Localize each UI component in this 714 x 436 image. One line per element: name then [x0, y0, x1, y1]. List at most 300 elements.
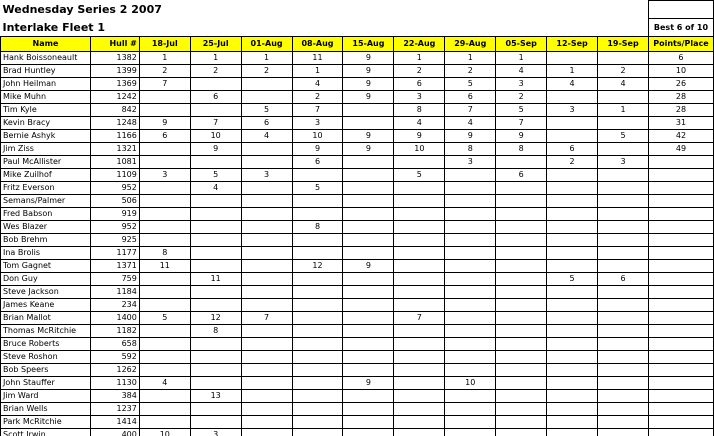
race-score-cell[interactable] — [241, 208, 292, 221]
race-score-cell[interactable] — [394, 299, 445, 312]
points-cell[interactable]: 6 — [648, 52, 713, 65]
race-score-cell[interactable] — [292, 403, 343, 416]
race-score-cell[interactable] — [394, 377, 445, 390]
race-score-cell[interactable]: 8 — [292, 221, 343, 234]
hull-number-cell[interactable]: 1369 — [90, 78, 139, 91]
race-score-cell[interactable]: 5 — [139, 312, 190, 325]
race-score-cell[interactable] — [445, 221, 496, 234]
race-score-cell[interactable] — [343, 390, 394, 403]
race-score-cell[interactable] — [496, 429, 547, 436]
race-score-cell[interactable] — [598, 416, 649, 429]
race-score-cell[interactable]: 10 — [292, 130, 343, 143]
race-score-cell[interactable] — [394, 156, 445, 169]
race-score-cell[interactable]: 5 — [496, 104, 547, 117]
race-score-cell[interactable]: 7 — [292, 104, 343, 117]
race-score-cell[interactable] — [241, 156, 292, 169]
race-score-cell[interactable] — [496, 364, 547, 377]
race-score-cell[interactable] — [547, 390, 598, 403]
race-score-cell[interactable] — [547, 351, 598, 364]
race-score-cell[interactable]: 3 — [496, 78, 547, 91]
race-score-cell[interactable]: 5 — [190, 169, 241, 182]
race-score-cell[interactable] — [292, 416, 343, 429]
race-score-cell[interactable]: 9 — [343, 130, 394, 143]
points-cell[interactable] — [648, 234, 713, 247]
race-score-cell[interactable] — [343, 286, 394, 299]
race-score-cell[interactable]: 9 — [445, 130, 496, 143]
race-score-cell[interactable]: 7 — [241, 312, 292, 325]
race-score-cell[interactable] — [241, 351, 292, 364]
race-score-cell[interactable] — [496, 390, 547, 403]
race-score-cell[interactable] — [343, 429, 394, 436]
race-score-cell[interactable] — [343, 338, 394, 351]
race-score-cell[interactable] — [547, 403, 598, 416]
race-score-cell[interactable]: 12 — [292, 260, 343, 273]
race-score-cell[interactable] — [496, 195, 547, 208]
race-score-cell[interactable]: 1 — [190, 52, 241, 65]
race-score-cell[interactable] — [496, 286, 547, 299]
race-score-cell[interactable] — [496, 403, 547, 416]
race-score-cell[interactable] — [445, 260, 496, 273]
race-score-cell[interactable]: 5 — [292, 182, 343, 195]
race-score-cell[interactable]: 7 — [139, 78, 190, 91]
race-score-cell[interactable] — [496, 234, 547, 247]
race-score-cell[interactable]: 2 — [139, 65, 190, 78]
sailor-name-cell[interactable]: John Stauffer — [1, 377, 91, 390]
sailor-name-cell[interactable]: Fred Babson — [1, 208, 91, 221]
race-score-cell[interactable] — [139, 325, 190, 338]
race-score-cell[interactable] — [598, 208, 649, 221]
race-score-cell[interactable]: 8 — [445, 143, 496, 156]
hull-number-cell[interactable]: 1177 — [90, 247, 139, 260]
race-score-cell[interactable] — [190, 234, 241, 247]
race-score-cell[interactable] — [394, 273, 445, 286]
race-score-cell[interactable]: 9 — [343, 65, 394, 78]
points-cell[interactable] — [648, 338, 713, 351]
sailor-name-cell[interactable]: Bob Speers — [1, 364, 91, 377]
race-score-cell[interactable]: 7 — [394, 312, 445, 325]
race-score-cell[interactable] — [445, 429, 496, 436]
race-score-cell[interactable]: 9 — [394, 130, 445, 143]
race-score-cell[interactable] — [241, 91, 292, 104]
race-score-cell[interactable] — [343, 273, 394, 286]
race-score-cell[interactable]: 9 — [496, 130, 547, 143]
race-score-cell[interactable]: 9 — [292, 143, 343, 156]
hull-number-cell[interactable]: 1262 — [90, 364, 139, 377]
race-score-cell[interactable]: 4 — [139, 377, 190, 390]
race-score-cell[interactable] — [343, 312, 394, 325]
race-score-cell[interactable]: 2 — [547, 156, 598, 169]
race-score-cell[interactable]: 2 — [241, 65, 292, 78]
race-score-cell[interactable] — [547, 299, 598, 312]
race-score-cell[interactable] — [139, 221, 190, 234]
sailor-name-cell[interactable]: Park McRitchie — [1, 416, 91, 429]
sailor-name-cell[interactable]: Mike Zuilhof — [1, 169, 91, 182]
points-cell[interactable] — [648, 286, 713, 299]
race-score-cell[interactable] — [496, 325, 547, 338]
race-score-cell[interactable] — [445, 390, 496, 403]
race-score-cell[interactable] — [292, 208, 343, 221]
sailor-name-cell[interactable]: Thomas McRitchie — [1, 325, 91, 338]
race-score-cell[interactable] — [445, 403, 496, 416]
race-score-cell[interactable] — [343, 117, 394, 130]
sailor-name-cell[interactable]: Brian Mallot — [1, 312, 91, 325]
race-score-cell[interactable] — [598, 429, 649, 436]
race-score-cell[interactable] — [547, 117, 598, 130]
race-score-cell[interactable] — [190, 195, 241, 208]
race-score-cell[interactable] — [292, 273, 343, 286]
race-score-cell[interactable] — [598, 325, 649, 338]
race-score-cell[interactable]: 9 — [343, 52, 394, 65]
race-score-cell[interactable] — [598, 351, 649, 364]
race-score-cell[interactable]: 5 — [547, 273, 598, 286]
race-score-cell[interactable]: 13 — [190, 390, 241, 403]
race-score-cell[interactable] — [241, 403, 292, 416]
race-score-cell[interactable]: 6 — [394, 78, 445, 91]
points-cell[interactable] — [648, 416, 713, 429]
race-score-cell[interactable] — [343, 104, 394, 117]
race-score-cell[interactable]: 2 — [190, 65, 241, 78]
race-score-cell[interactable] — [394, 364, 445, 377]
race-score-cell[interactable]: 1 — [139, 52, 190, 65]
race-score-cell[interactable]: 2 — [496, 91, 547, 104]
race-score-cell[interactable]: 9 — [343, 260, 394, 273]
race-score-cell[interactable]: 11 — [139, 260, 190, 273]
race-score-cell[interactable]: 12 — [190, 312, 241, 325]
race-score-cell[interactable] — [190, 286, 241, 299]
race-score-cell[interactable] — [445, 195, 496, 208]
race-score-cell[interactable] — [292, 312, 343, 325]
race-score-cell[interactable]: 3 — [598, 156, 649, 169]
hull-number-cell[interactable]: 925 — [90, 234, 139, 247]
race-score-cell[interactable] — [139, 299, 190, 312]
race-score-cell[interactable] — [241, 390, 292, 403]
race-score-cell[interactable]: 6 — [445, 91, 496, 104]
race-score-cell[interactable]: 6 — [292, 156, 343, 169]
race-score-cell[interactable] — [598, 169, 649, 182]
race-score-cell[interactable] — [292, 234, 343, 247]
race-score-cell[interactable] — [496, 351, 547, 364]
race-score-cell[interactable] — [241, 429, 292, 436]
race-score-cell[interactable]: 1 — [598, 104, 649, 117]
race-score-cell[interactable] — [139, 273, 190, 286]
race-score-cell[interactable] — [547, 364, 598, 377]
race-score-cell[interactable]: 8 — [139, 247, 190, 260]
hull-number-cell[interactable]: 1130 — [90, 377, 139, 390]
race-score-cell[interactable] — [547, 208, 598, 221]
race-score-cell[interactable]: 6 — [598, 273, 649, 286]
race-score-cell[interactable] — [190, 416, 241, 429]
race-score-cell[interactable] — [394, 195, 445, 208]
points-cell[interactable] — [648, 156, 713, 169]
hull-number-cell[interactable]: 1166 — [90, 130, 139, 143]
race-score-cell[interactable]: 6 — [547, 143, 598, 156]
race-score-cell[interactable] — [547, 195, 598, 208]
points-cell[interactable] — [648, 273, 713, 286]
hull-number-cell[interactable]: 1248 — [90, 117, 139, 130]
race-score-cell[interactable]: 10 — [190, 130, 241, 143]
points-cell[interactable] — [648, 195, 713, 208]
race-score-cell[interactable] — [343, 182, 394, 195]
hull-number-cell[interactable]: 1109 — [90, 169, 139, 182]
race-score-cell[interactable]: 1 — [445, 52, 496, 65]
sailor-name-cell[interactable]: Tom Gagnet — [1, 260, 91, 273]
race-score-cell[interactable]: 6 — [241, 117, 292, 130]
race-score-cell[interactable] — [445, 312, 496, 325]
race-score-cell[interactable] — [139, 286, 190, 299]
race-score-cell[interactable]: 8 — [190, 325, 241, 338]
race-score-cell[interactable] — [547, 325, 598, 338]
race-score-cell[interactable] — [598, 390, 649, 403]
race-score-cell[interactable] — [139, 195, 190, 208]
race-score-cell[interactable]: 11 — [190, 273, 241, 286]
race-score-cell[interactable] — [292, 247, 343, 260]
race-score-cell[interactable] — [445, 234, 496, 247]
race-score-cell[interactable]: 10 — [139, 429, 190, 436]
race-score-cell[interactable]: 1 — [394, 52, 445, 65]
race-score-cell[interactable] — [598, 377, 649, 390]
sailor-name-cell[interactable]: Brian Wells — [1, 403, 91, 416]
race-score-cell[interactable] — [394, 429, 445, 436]
sailor-name-cell[interactable]: Kevin Bracy — [1, 117, 91, 130]
race-score-cell[interactable] — [241, 364, 292, 377]
race-score-cell[interactable] — [139, 351, 190, 364]
race-score-cell[interactable]: 9 — [343, 143, 394, 156]
hull-number-cell[interactable]: 952 — [90, 182, 139, 195]
race-score-cell[interactable] — [241, 273, 292, 286]
race-score-cell[interactable] — [547, 429, 598, 436]
race-score-cell[interactable] — [241, 299, 292, 312]
points-cell[interactable]: 26 — [648, 78, 713, 91]
hull-number-cell[interactable]: 1242 — [90, 91, 139, 104]
points-cell[interactable] — [648, 169, 713, 182]
race-score-cell[interactable] — [547, 234, 598, 247]
race-score-cell[interactable] — [139, 208, 190, 221]
race-score-cell[interactable]: 5 — [241, 104, 292, 117]
race-score-cell[interactable]: 8 — [496, 143, 547, 156]
race-score-cell[interactable] — [343, 351, 394, 364]
race-score-cell[interactable] — [598, 234, 649, 247]
race-score-cell[interactable] — [598, 143, 649, 156]
sailor-name-cell[interactable]: James Keane — [1, 299, 91, 312]
race-score-cell[interactable]: 3 — [394, 91, 445, 104]
race-score-cell[interactable] — [547, 182, 598, 195]
race-score-cell[interactable] — [343, 325, 394, 338]
race-score-cell[interactable] — [598, 286, 649, 299]
race-score-cell[interactable] — [445, 273, 496, 286]
race-score-cell[interactable] — [547, 52, 598, 65]
race-score-cell[interactable] — [343, 208, 394, 221]
points-cell[interactable] — [648, 429, 713, 436]
race-score-cell[interactable]: 1 — [496, 52, 547, 65]
race-score-cell[interactable]: 1 — [292, 65, 343, 78]
race-score-cell[interactable] — [598, 182, 649, 195]
race-score-cell[interactable] — [241, 234, 292, 247]
race-score-cell[interactable] — [139, 390, 190, 403]
race-score-cell[interactable]: 4 — [496, 65, 547, 78]
race-score-cell[interactable]: 4 — [190, 182, 241, 195]
hull-number-cell[interactable]: 234 — [90, 299, 139, 312]
race-score-cell[interactable]: 6 — [496, 169, 547, 182]
race-score-cell[interactable] — [241, 286, 292, 299]
race-score-cell[interactable] — [241, 78, 292, 91]
race-score-cell[interactable] — [598, 338, 649, 351]
race-score-cell[interactable] — [343, 221, 394, 234]
race-score-cell[interactable] — [292, 169, 343, 182]
points-cell[interactable] — [648, 377, 713, 390]
race-score-cell[interactable] — [496, 156, 547, 169]
hull-number-cell[interactable]: 1081 — [90, 156, 139, 169]
race-score-cell[interactable]: 6 — [190, 91, 241, 104]
race-score-cell[interactable]: 4 — [394, 117, 445, 130]
sailor-name-cell[interactable]: Scott Irwin — [1, 429, 91, 436]
race-score-cell[interactable] — [292, 390, 343, 403]
hull-number-cell[interactable]: 1371 — [90, 260, 139, 273]
hull-number-cell[interactable]: 1400 — [90, 312, 139, 325]
race-score-cell[interactable] — [394, 338, 445, 351]
sailor-name-cell[interactable]: Ina Brolis — [1, 247, 91, 260]
race-score-cell[interactable] — [343, 195, 394, 208]
race-score-cell[interactable] — [496, 273, 547, 286]
sailor-name-cell[interactable]: Don Guy — [1, 273, 91, 286]
race-score-cell[interactable] — [292, 338, 343, 351]
race-score-cell[interactable]: 3 — [139, 169, 190, 182]
sailor-name-cell[interactable]: Mike Muhn — [1, 91, 91, 104]
race-score-cell[interactable] — [394, 182, 445, 195]
race-score-cell[interactable]: 10 — [445, 377, 496, 390]
race-score-cell[interactable]: 9 — [343, 377, 394, 390]
race-score-cell[interactable] — [445, 351, 496, 364]
race-score-cell[interactable] — [496, 299, 547, 312]
race-score-cell[interactable] — [496, 260, 547, 273]
race-score-cell[interactable] — [292, 351, 343, 364]
points-cell[interactable]: 49 — [648, 143, 713, 156]
race-score-cell[interactable] — [445, 247, 496, 260]
race-score-cell[interactable]: 9 — [343, 91, 394, 104]
sailor-name-cell[interactable]: Jim Ziss — [1, 143, 91, 156]
sailor-name-cell[interactable]: John Heilman — [1, 78, 91, 91]
race-score-cell[interactable] — [598, 117, 649, 130]
race-score-cell[interactable] — [190, 377, 241, 390]
race-score-cell[interactable] — [496, 182, 547, 195]
sailor-name-cell[interactable]: Brad Huntley — [1, 65, 91, 78]
race-score-cell[interactable] — [496, 416, 547, 429]
race-score-cell[interactable]: 7 — [445, 104, 496, 117]
hull-number-cell[interactable]: 759 — [90, 273, 139, 286]
points-cell[interactable]: 28 — [648, 91, 713, 104]
race-score-cell[interactable] — [496, 377, 547, 390]
race-score-cell[interactable] — [598, 91, 649, 104]
race-score-cell[interactable] — [139, 182, 190, 195]
race-score-cell[interactable]: 4 — [241, 130, 292, 143]
race-score-cell[interactable] — [343, 234, 394, 247]
race-score-cell[interactable] — [241, 221, 292, 234]
race-score-cell[interactable]: 7 — [190, 117, 241, 130]
points-cell[interactable]: 42 — [648, 130, 713, 143]
points-cell[interactable] — [648, 351, 713, 364]
race-score-cell[interactable] — [496, 338, 547, 351]
race-score-cell[interactable] — [394, 325, 445, 338]
race-score-cell[interactable] — [190, 351, 241, 364]
race-score-cell[interactable] — [394, 260, 445, 273]
race-score-cell[interactable]: 4 — [292, 78, 343, 91]
race-score-cell[interactable] — [445, 416, 496, 429]
race-score-cell[interactable] — [292, 195, 343, 208]
hull-number-cell[interactable]: 1182 — [90, 325, 139, 338]
race-score-cell[interactable] — [292, 429, 343, 436]
points-cell[interactable] — [648, 299, 713, 312]
race-score-cell[interactable] — [241, 325, 292, 338]
race-score-cell[interactable] — [139, 143, 190, 156]
race-score-cell[interactable] — [241, 195, 292, 208]
sailor-name-cell[interactable]: Tim Kyle — [1, 104, 91, 117]
race-score-cell[interactable] — [598, 195, 649, 208]
race-score-cell[interactable]: 1 — [241, 52, 292, 65]
race-score-cell[interactable] — [241, 143, 292, 156]
points-cell[interactable] — [648, 182, 713, 195]
race-score-cell[interactable] — [598, 52, 649, 65]
race-score-cell[interactable] — [292, 299, 343, 312]
race-score-cell[interactable]: 3 — [241, 169, 292, 182]
race-score-cell[interactable] — [190, 403, 241, 416]
race-score-cell[interactable] — [598, 260, 649, 273]
race-score-cell[interactable] — [241, 247, 292, 260]
race-score-cell[interactable] — [598, 312, 649, 325]
race-score-cell[interactable] — [241, 416, 292, 429]
race-score-cell[interactable] — [190, 260, 241, 273]
sailor-name-cell[interactable]: Bruce Roberts — [1, 338, 91, 351]
race-score-cell[interactable] — [547, 377, 598, 390]
race-score-cell[interactable] — [139, 104, 190, 117]
race-score-cell[interactable]: 2 — [292, 91, 343, 104]
race-score-cell[interactable]: 9 — [139, 117, 190, 130]
hull-number-cell[interactable]: 1237 — [90, 403, 139, 416]
race-score-cell[interactable] — [292, 325, 343, 338]
race-score-cell[interactable]: 2 — [445, 65, 496, 78]
race-score-cell[interactable] — [139, 156, 190, 169]
race-score-cell[interactable]: 4 — [547, 78, 598, 91]
race-score-cell[interactable] — [292, 286, 343, 299]
race-score-cell[interactable] — [190, 338, 241, 351]
race-score-cell[interactable] — [139, 416, 190, 429]
race-score-cell[interactable] — [547, 169, 598, 182]
race-score-cell[interactable]: 5 — [598, 130, 649, 143]
race-score-cell[interactable] — [547, 260, 598, 273]
race-score-cell[interactable] — [343, 403, 394, 416]
race-score-cell[interactable] — [241, 377, 292, 390]
sailor-name-cell[interactable]: Bernie Ashyk — [1, 130, 91, 143]
race-score-cell[interactable] — [598, 364, 649, 377]
sailor-name-cell[interactable]: Hank Boissoneault — [1, 52, 91, 65]
race-score-cell[interactable]: 9 — [343, 78, 394, 91]
race-score-cell[interactable]: 4 — [445, 117, 496, 130]
race-score-cell[interactable] — [343, 416, 394, 429]
race-score-cell[interactable] — [292, 377, 343, 390]
hull-number-cell[interactable]: 1321 — [90, 143, 139, 156]
race-score-cell[interactable]: 2 — [598, 65, 649, 78]
race-score-cell[interactable] — [547, 416, 598, 429]
hull-number-cell[interactable]: 658 — [90, 338, 139, 351]
race-score-cell[interactable] — [190, 104, 241, 117]
race-score-cell[interactable]: 11 — [292, 52, 343, 65]
race-score-cell[interactable] — [343, 247, 394, 260]
hull-number-cell[interactable]: 592 — [90, 351, 139, 364]
race-score-cell[interactable] — [190, 247, 241, 260]
hull-number-cell[interactable]: 1414 — [90, 416, 139, 429]
points-cell[interactable] — [648, 390, 713, 403]
race-score-cell[interactable] — [139, 234, 190, 247]
sailor-name-cell[interactable]: Fritz Everson — [1, 182, 91, 195]
race-score-cell[interactable] — [139, 403, 190, 416]
